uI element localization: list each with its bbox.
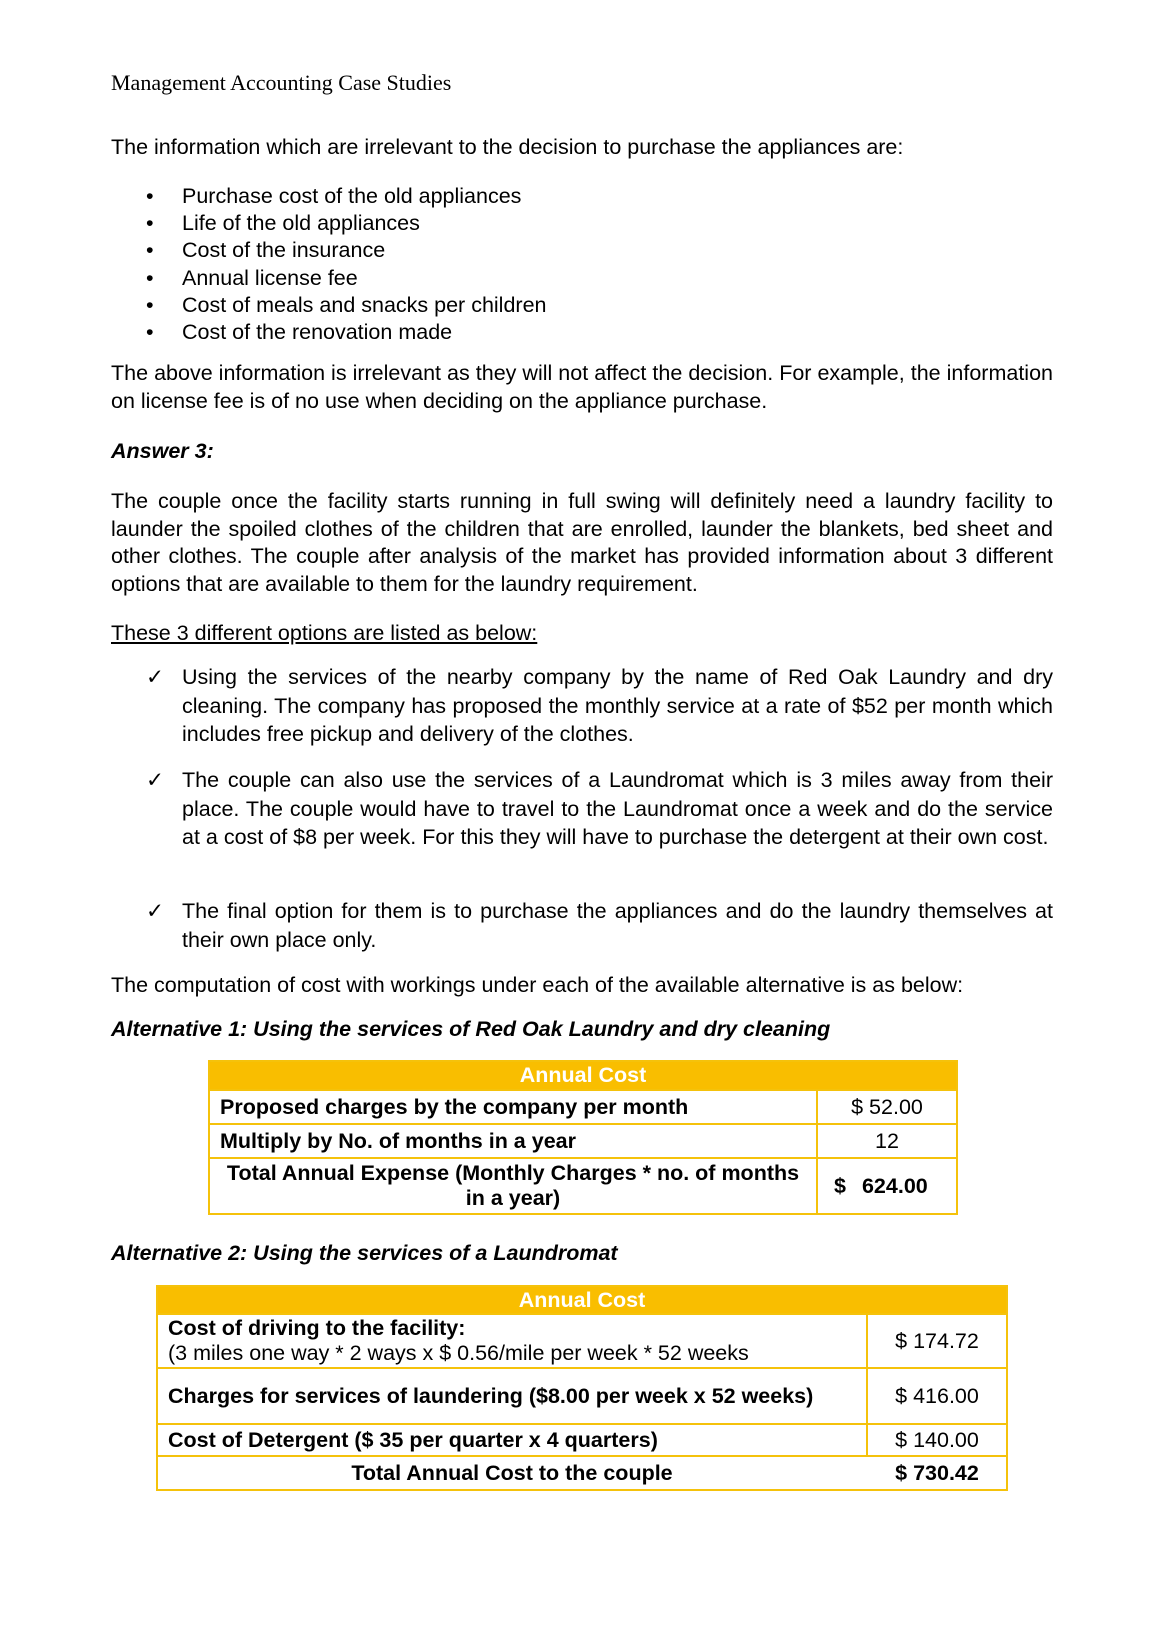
option-1-wrap — [111, 663, 1053, 749]
option-item: ✓ Using the services of the nearby company by the name of Red Oak Laundry and dry cleaning. The company has proposed the monthly service at a rate of $52 per month which includes free pickup and delivery of the clothes. — [146, 665, 1053, 746]
options-heading: These 3 different options are listed as below: — [111, 621, 538, 645]
table-row — [157, 1424, 1007, 1456]
total-value: 624.00 — [861, 1173, 928, 1198]
alt1-heading: Alternative 1: Using the services of Red Oak Laundry and dry cleaning — [111, 1017, 831, 1041]
answer-heading: Answer 3: — [111, 439, 214, 463]
alt2-heading-wrap — [111, 1240, 1053, 1268]
answer3-heading-wrap — [111, 438, 1053, 466]
answer3-paragraph: The couple once the facility starts running in full swing will definitely need a laundry facility to launder the spoiled clothes of the children that are enrolled, launder the blankets, bed sheet and other clothes. The couple after analysis of the market has provided information about 3 different options that are available to them for the laundry requirement. — [111, 489, 1053, 596]
table-sublabel: (3 miles one way * 2 ways x $ 0.56/mile per week * 52 weeks — [168, 1341, 749, 1365]
bullet-icon: • — [146, 292, 154, 317]
table-row — [157, 1368, 1007, 1424]
bullet-icon: • — [146, 211, 154, 236]
table-label: Cost of driving to the facility: — [168, 1316, 466, 1340]
checkmark-icon: ✓ — [146, 768, 165, 792]
table-row — [157, 1314, 1007, 1368]
total-value: $ 730.42 — [867, 1456, 1007, 1490]
table-label: Proposed charges by the company per month — [209, 1090, 817, 1124]
option-item: ✓ The final option for them is to purchase the appliances and do the laundry themselves at their own place only. — [146, 899, 1053, 952]
list-item: • Annual license fee — [111, 265, 1053, 292]
table-value: $ 174.72 — [867, 1314, 1007, 1368]
table-value: $ 416.00 — [867, 1368, 1007, 1424]
list-item: • Life of the old appliances — [111, 210, 1053, 237]
table-row — [209, 1124, 957, 1158]
list-item: • Cost of meals and snacks per children — [111, 292, 1053, 319]
bullet-icon: • — [146, 319, 154, 344]
table-row-total — [209, 1158, 957, 1214]
table-label: Multiply by No. of months in a year — [209, 1124, 817, 1158]
computation-intro: The computation of cost with workings under each of the available alternative is as below: — [111, 973, 964, 997]
table-label-cell — [157, 1314, 867, 1368]
options-heading-wrap — [111, 620, 1053, 648]
answer3-para-wrap — [111, 488, 1053, 598]
alt1-table — [208, 1060, 958, 1215]
table-row-total — [157, 1456, 1007, 1490]
list-item: • Cost of the renovation made — [111, 319, 1053, 346]
list-item: • Cost of the insurance — [111, 237, 1053, 264]
table-header: Annual Cost — [209, 1061, 957, 1090]
list-item: • Purchase cost of the old appliances — [111, 183, 1053, 210]
total-value-cell — [817, 1158, 957, 1214]
irrelevant-conclusion-wrap — [111, 360, 1053, 415]
option-item: ✓ The couple can also use the services of a Laundromat which is 3 miles away from their place. The couple would have to travel to the Laundromat once a week and do the service at a cost of $8 per week. For this they will have to purchase the detergent at their own cost. — [146, 768, 1053, 849]
checkmark-icon: ✓ — [146, 899, 165, 923]
table-label: Charges for services of laundering ($8.00 per week x 52 weeks) — [157, 1368, 867, 1424]
alt2-heading: Alternative 2: Using the services of a Laundromat — [111, 1241, 618, 1265]
total-label: Total Annual Cost to the couple — [157, 1456, 867, 1490]
table-header: Annual Cost — [157, 1286, 1007, 1314]
irrelevant-section — [111, 134, 1053, 162]
total-currency: $ — [834, 1173, 846, 1198]
bullet-icon: • — [146, 238, 154, 263]
bullet-icon: • — [146, 184, 154, 208]
checkmark-icon: ✓ — [146, 665, 165, 689]
table-value: $ 52.00 — [817, 1090, 957, 1124]
alt2-table — [156, 1285, 1008, 1491]
irrelevant-list — [111, 183, 1053, 346]
alt1-heading-wrap — [111, 1016, 1053, 1044]
option-2-wrap — [111, 766, 1053, 852]
page-header: Management Accounting Case Studies — [111, 70, 452, 95]
table-label: Cost of Detergent ($ 35 per quarter x 4 quarters) — [157, 1424, 867, 1456]
irrelevant-intro: The information which are irrelevant to the decision to purchase the appliances are: — [111, 135, 904, 159]
total-label: Total Annual Expense (Monthly Charges * no. of months in a year) — [209, 1158, 817, 1214]
table-value: $ 140.00 — [867, 1424, 1007, 1456]
computation-intro-wrap — [111, 972, 1053, 1000]
table-row — [209, 1090, 957, 1124]
option-3-wrap — [111, 897, 1053, 954]
table-value: 12 — [817, 1124, 957, 1158]
bullet-icon: • — [146, 265, 154, 290]
irrelevant-conclusion: The above information is irrelevant as they will not affect the decision. For example, the information on license fee is of no use when deciding on the appliance purchase. — [111, 361, 1053, 413]
irrelevant-list-wrap — [111, 183, 1053, 346]
